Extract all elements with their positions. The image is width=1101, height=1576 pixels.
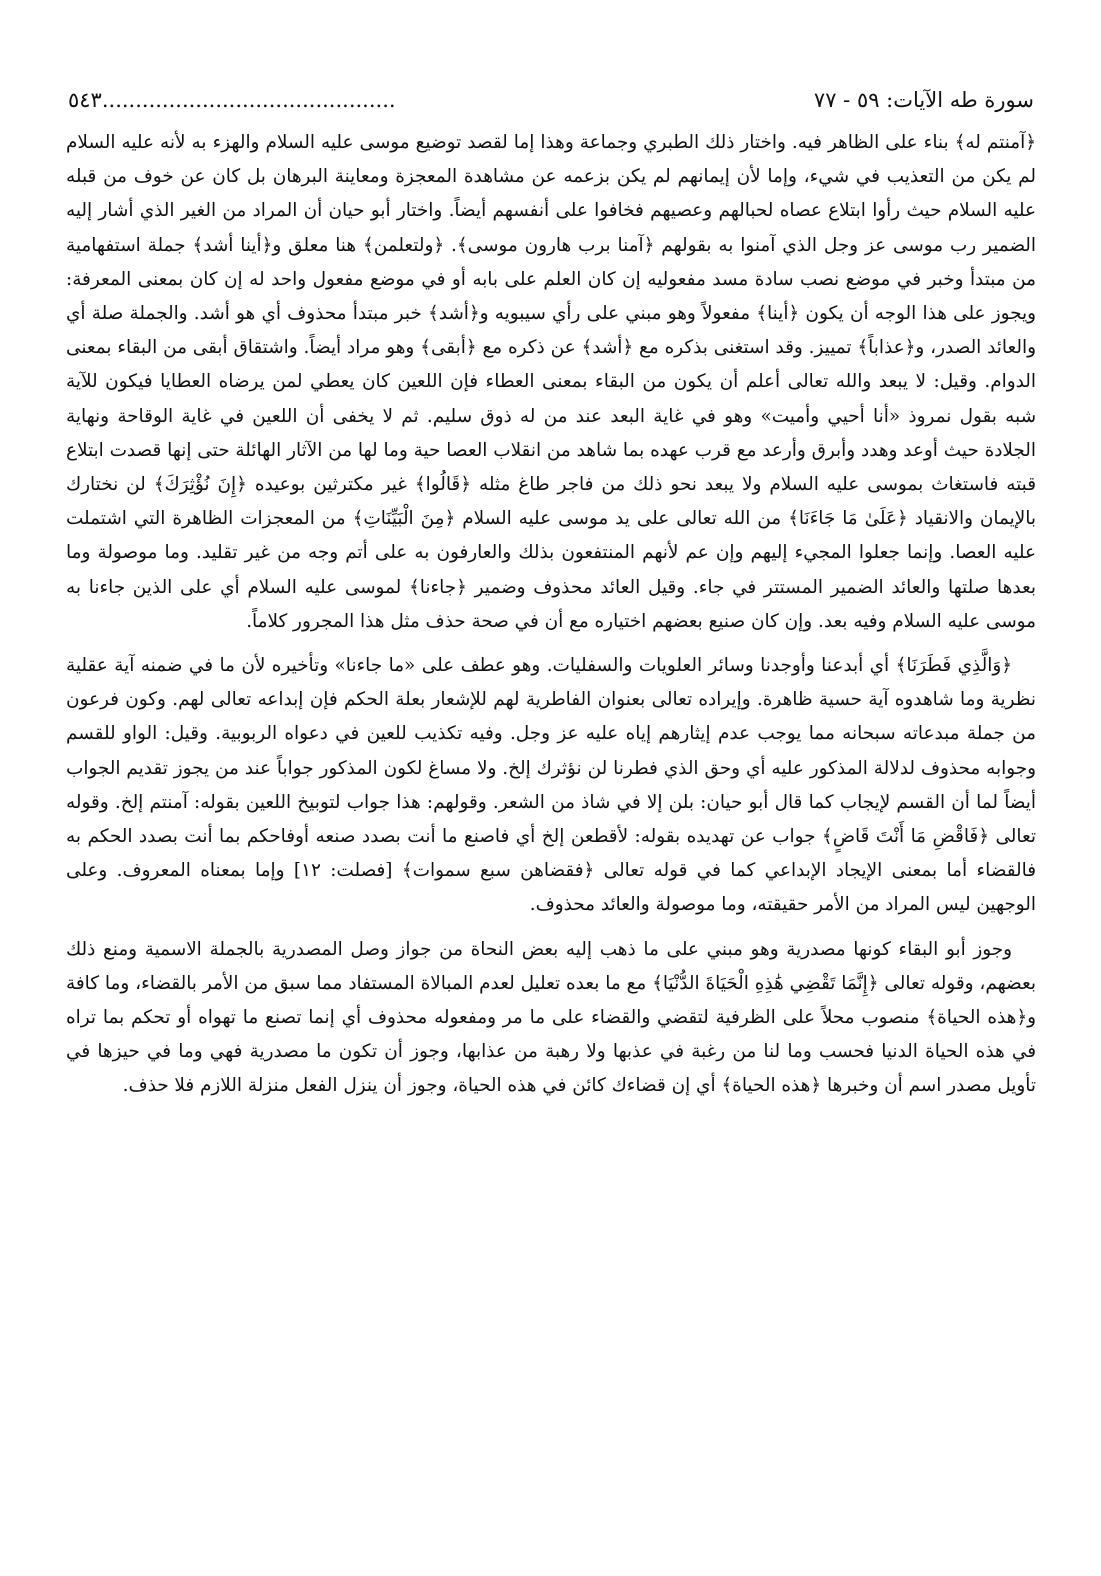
paragraph-tafsir-1: ﴿آمنتم له﴾ بناء على الظاهر فيه. واختار ذلك الطبري وجماعة وهذا إما لقصد توضيع موسى عليه السلام والهزء به لأنه عليه السلام لم يكن من التعذيب في شيء، وإما لأن إيمانهم لم يكن بزعمه عن مشاهدة المعجزة ومعاينة البرهان بل كان عن خوف من قبله عليه السلام حيث رأوا ابتلاع عصاه لحبالهم وعصيهم فخافوا على أنفسهم أيضاً. واختار أبو حيان أن المراد من الغير الذي أشار إليه الضمير رب موسى عز وجل الذي آمنوا به بقولهم ﴿آمنا برب هارون موسى﴾. ﴿ولتعلمن﴾ هنا معلق و﴿أينا أشد﴾ جملة استفهامية من مبتدأ وخبر في موضع نصب سادة مسد مفعوليه إن كان العلم على بابه أو في موضع مفعول واحد له إن كان بمعنى المعرفة: ويجوز على هذا الوجه أن يكون ﴿أينا﴾ مفعولاً وهو مبني على رأي سيبويه و﴿أشد﴾ خبر مبتدأ محذوف أي هو أشد. والجملة صلة أي والعائد الصدر، و﴿عذاباً﴾ تمييز. وقد استغنى بذكره مع ﴿أشد﴾ عن ذكره مع ﴿أبقى﴾ وهو مراد أيضاً. واشتقاق أبقى من البقاء بمعنى الدوام. وقيل: لا يبعد والله تعالى أعلم أن يكون من البقاء بمعنى العطاء فإن اللعين كان يعطي لمن يرضاه العطايا فيكون للآية شبه بقول نمروذ «أنا أحيي وأميت» وهو في غاية البعد عند من له ذوق سليم. ثم لا يخفى أن اللعين في غاية الوقاحة ونهاية الجلادة حيث أوعد وهدد وأبرق وأرعد مع قرب عهده بما شاهد من انقلاب العصا حية وما لها من الآثار الهائلة حتى إنها قصدت ابتلاع قبته فاستغاث بموسى عليه السلام ولا يبعد نحو ذلك من فاجر طاغ مثله ﴿قَالُوا﴾ غير مكترثين بوعيده ﴿إِنَ نُؤْثِرَكَ﴾ لن نختارك بالإيمان والانقياد ﴿عَلَىٰ مَا جَاءَنَا﴾ من الله تعالى على يد موسى عليه السلام ﴿مِنَ الْبَيِّنَاتِ﴾ من المعجزات الظاهرة التي اشتملت عليه العصا. وإنما جعلوا المجيء إليهم وإن عم لأنهم المنتفعون بذلك والعارفون به على أتم وجه من غير تقليد. وما موصولة وما بعدها صلتها والعائد الضمير المستتر في جاء. وقيل العائد محذوف وضمير ﴿جاءنا﴾ لموسى عليه السلام أي على الذين جاءنا به موسى عليه السلام وفيه بعد. وإن كان صنيع بعضهم اختياره مع أن في صحة حذف مثل هذا المجرور كلاماً.: [66, 132, 1036, 632]
surah-title: سورة طه الآيات: ٥٩ - ٧٧: [813, 88, 1034, 112]
running-header: [62, 88, 1040, 120]
paragraph-tafsir-3: وجوز أبو البقاء كونها مصدرية وهو مبني على ما ذهب إليه بعض النحاة من جواز وصل المصدرية بالجملة الاسمية ومنع ذلك بعضهم، وقوله تعالى ﴿إِنَّمَا تَقْضِي هَٰذِهِ الْحَيَاةَ الدُّنْيَا﴾ مع ما بعده تعليل لعدم المبالاة المستفاد مما سبق من الأمر بالقضاء، وما كافة و﴿هذه الحياة﴾ منصوب محلاً على الظرفية لتقضي والقضاء على ما مر ومفعوله محذوف أي إنما تصنع ما تهواه أو تحكم بما تراه في هذه الحياة الدنيا فحسب وما لنا من رغبة في عذبها ولا رهبة من عذابها، وجوز أن تكون ما مصدرية فهي وما في حيزها في تأويل مصدر اسم أن وخبرها ﴿هذه الحياة﴾ أي إن قضاءك كائن في هذه الحياة، وجوز أن ينزل الفعل منزلة اللازم فلا حذف.: [66, 938, 1036, 1097]
document-page: [62, 88, 1040, 1104]
page-number: ٥٤٣: [68, 88, 102, 112]
paragraph-tafsir-2: ﴿وَالَّذِي فَطَرَنَا﴾ أي أبدعنا وأوجدنا وسائر العلويات والسفليات. وهو عطف على «ما جاءنا» وتأخيره لأن ما في ضمنه آية عقلية نظرية وما شاهدوه آية حسية ظاهرة. وإيراده تعالى بعنوان الفاطرية لهم للإشعار بعلة الحكم فإن إبداعه تعالى لهم. وكون فرعون من جملة مبدعاته سبحانه مما يوجب عدم إيثارهم إياه عليه عز وجل. وفيه تكذيب للعين في دعواه الربوبية. وقيل: الواو للقسم وجوابه محذوف لدلالة المذكور عليه أي وحق الذي فطرنا لن نؤثرك إلخ. ولا مساغ لكون المذكور جواباً عند من يجوز تقديم الجواب أيضاً لما أن القسم لإيجاب كما قال أبو حيان: بلن إلا في شاذ من الشعر. وقولهم: هذا جواب لتوبيخ اللعين بقوله: آمنتم إلخ. وقوله تعالى ﴿فَاقْضِ مَا أَنْتَ قَاضٍ﴾ جواب عن تهديده بقوله: لأقطعن إلخ أي فاصنع ما أنت بصدد صنعه أوفاحكم بما أنت بصدد الحكم به فالقضاء أما بمعنى الإيجاد الإبداعي كما في قوله تعالى ﴿فقضاهن سبع سموات﴾ [فصلت: ١٢] وإما بمعناه المعروف. وعلى الوجهين ليس المراد من الأمر حقيقته، وما موصولة والعائد محذوف.: [66, 655, 1036, 916]
dot-leader: ............................................: [101, 88, 396, 112]
